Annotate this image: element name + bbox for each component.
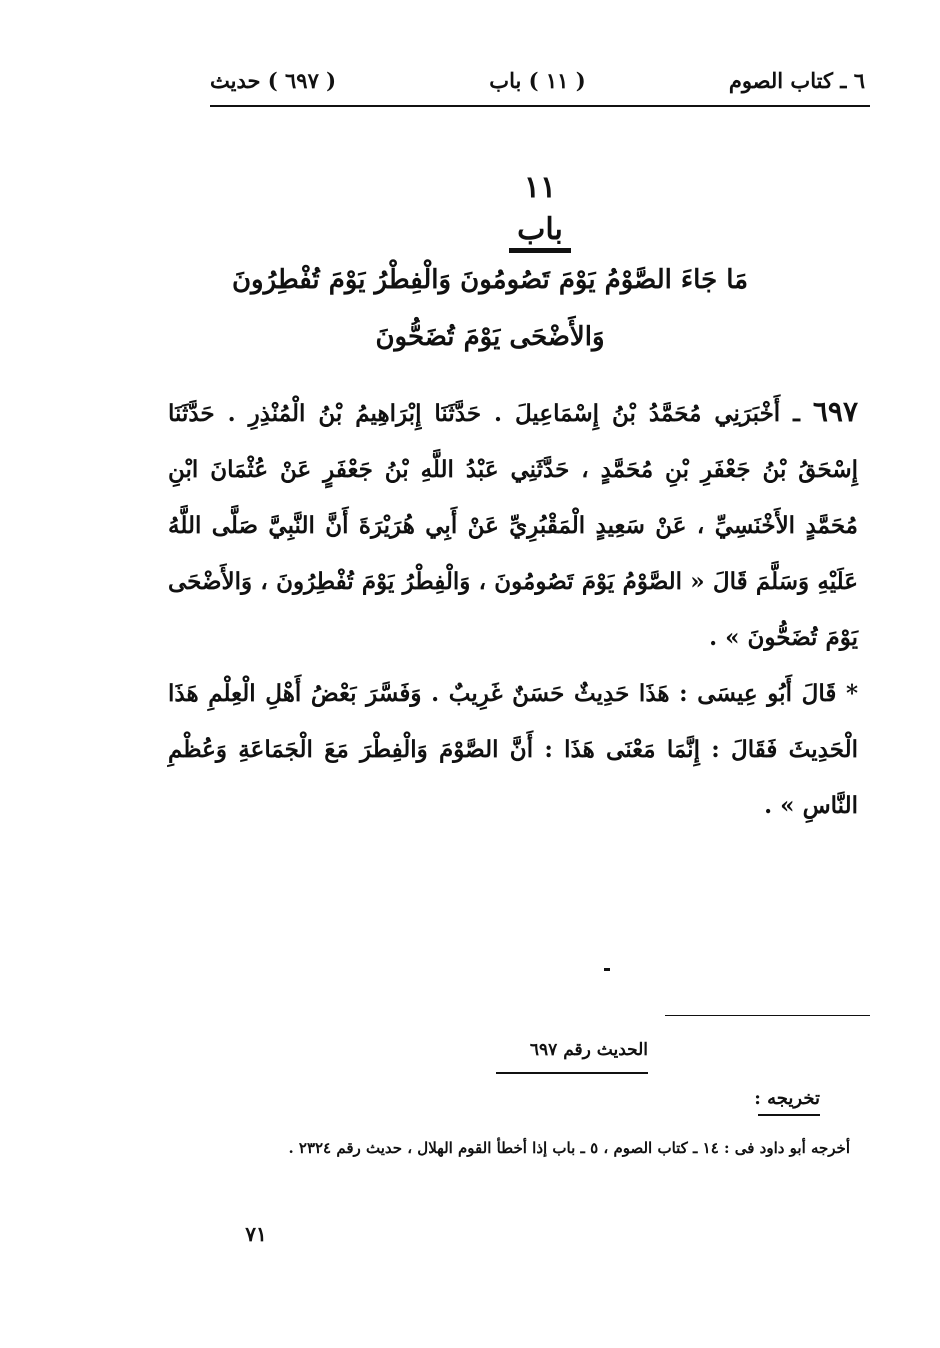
chapter-word: باب xyxy=(509,212,571,253)
hadith-body xyxy=(168,384,858,834)
hadith-paragraph xyxy=(168,384,858,666)
chapter-heading xyxy=(0,212,940,253)
header-divider xyxy=(210,105,870,107)
hadith-comment: * قَالَ أَبُو عِيسَى : هَذَا حَدِيثٌ حَسَنٌ غَرِيبٌ . وَفَسَّرَ بَعْضُ أَهْلِ الْعِلْمِ هَذَا الْحَدِيثَ فَقَالَ : إِنَّمَا مَعْنَى هَذَا : أَنَّ الصَّوْمَ وَالْفِطْرَ مَعَ الْجَمَاعَةِ وَعُظْمِ النَّاسِ » . xyxy=(168,680,858,819)
takhrij-text xyxy=(200,1128,850,1168)
running-head-chapter: ( ١١ ) باب xyxy=(489,68,586,93)
chapter-number: ١١ xyxy=(523,170,557,205)
footnote-reference-underline xyxy=(496,1072,648,1074)
running-head-book-title: ٦ ـ كتاب الصوم xyxy=(728,68,865,93)
footnote-divider xyxy=(665,1015,870,1016)
hadith-number: ٦٩٧ xyxy=(812,395,858,428)
takhrij-paragraph: أخرجه أبو داود فى : ١٤ ـ كتاب الصوم ، ٥ ـ باب إذا أخطأ القوم الهلال ، حديث رقم ٢٣٢٤ . xyxy=(288,1139,850,1157)
ink-mark xyxy=(604,968,610,971)
page-number: ٧١ xyxy=(245,1222,267,1246)
footnote-reference: الحديث رقم ٦٩٧ xyxy=(529,1040,648,1060)
running-head-hadith: ( ٦٩٧ ) حديث xyxy=(210,68,337,93)
chapter-title-line-2: وَالأَضْحَى يَوْمَ تُضَحُّونَ xyxy=(375,322,605,352)
chapter-title-line-1: مَا جَاءَ الصَّوْمُ يَوْمَ تَصُومُونَ وَالْفِطْرُ يَوْمَ تُفْطِرُونَ xyxy=(231,265,749,295)
running-head xyxy=(210,66,865,100)
takhrij-heading: تخريجه : xyxy=(754,1088,820,1109)
takhrij-heading-underline xyxy=(758,1114,820,1116)
hadith-text: ـ أَخْبَرَنِي مُحَمَّدُ بْنُ إِسْمَاعِيلَ . حَدَّثَنَا إِبْرَاهِيمُ بْنُ الْمُنْذِرِ . حَدَّثَنَا إِسْحَقُ بْنُ جَعْفَرِ بْنِ مُحَمَّدٍ ، حَدَّثَنِي عَبْدُ اللَّهِ بْنُ جَعْفَرٍ عَنْ عُثْمَانَ ابْنِ مُحَمَّدٍ الأَخْنَسِيِّ ، عَنْ سَعِيدٍ الْمَقْبُرِيِّ عَنْ أَبِي هُرَيْرَةَ أَنَّ النَّبِيَّ صَلَّى اللَّهُ عَلَيْهِ وَسَلَّمَ قَالَ « الصَّوْمُ يَوْمَ تَصُومُونَ ، وَالْفِطْرُ يَوْمَ تُفْطِرُونَ ، وَالأَضْحَى يَوْمَ تُضَحُّونَ » . xyxy=(168,400,858,651)
